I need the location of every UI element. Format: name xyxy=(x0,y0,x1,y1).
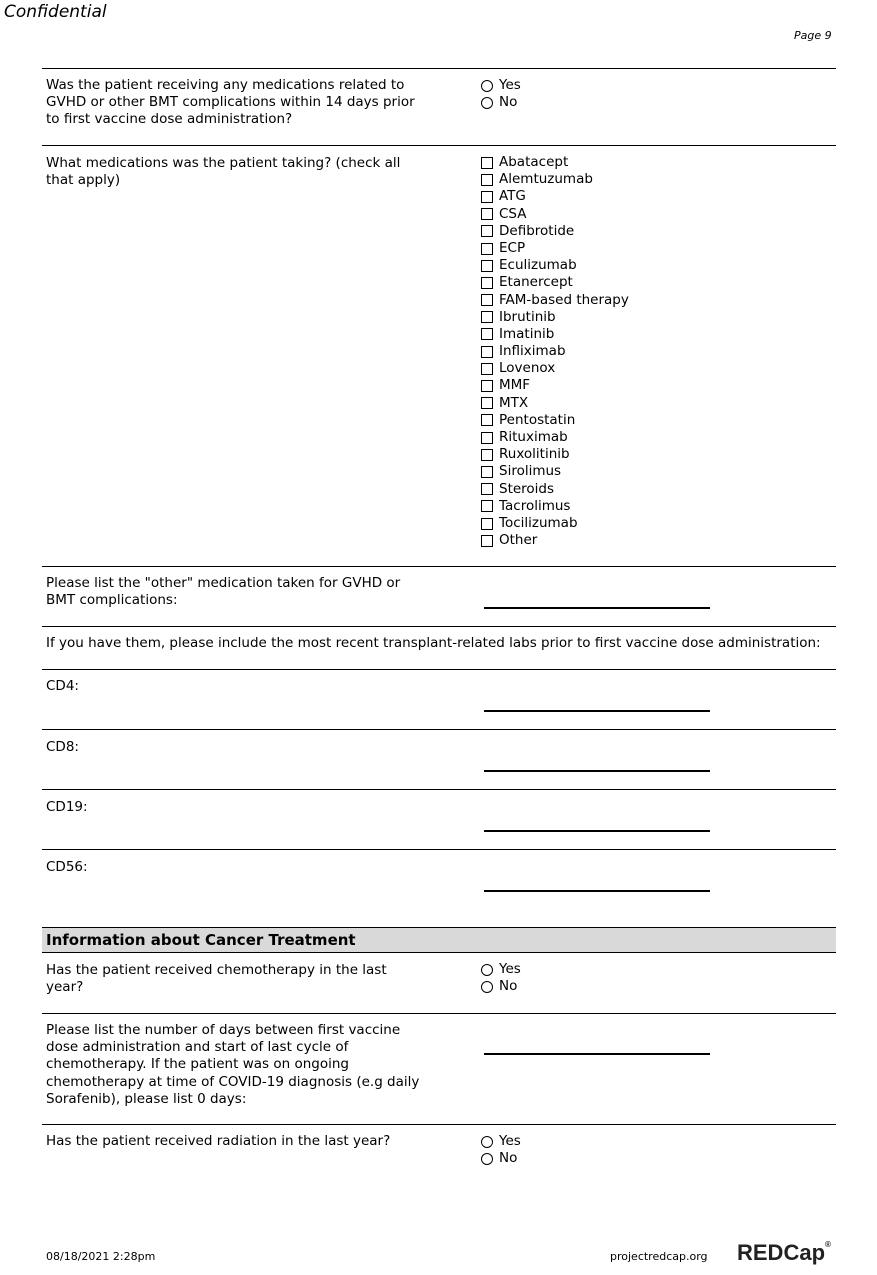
option-label: No xyxy=(499,94,518,111)
radio-yes[interactable] xyxy=(481,1133,521,1150)
lab-cd4-label: CD4: xyxy=(46,678,79,694)
option-label: No xyxy=(499,978,518,995)
radio-icon[interactable] xyxy=(481,981,493,993)
radio-icon[interactable] xyxy=(481,97,493,109)
option-label: Alemtuzumab xyxy=(499,171,593,188)
checkbox-option[interactable] xyxy=(481,206,629,223)
checkbox-option[interactable] xyxy=(481,446,629,463)
checkbox-option[interactable] xyxy=(481,515,629,532)
confidential-label: Confidential xyxy=(4,2,107,22)
radio-no[interactable] xyxy=(481,978,521,995)
option-label: ECP xyxy=(499,239,526,256)
other-med-input[interactable] xyxy=(484,607,710,609)
checkbox-icon[interactable] xyxy=(481,363,493,375)
option-label: MTX xyxy=(499,394,529,411)
lab-cd56-input[interactable] xyxy=(484,890,710,892)
checkbox-icon[interactable] xyxy=(481,243,493,255)
radio-icon[interactable] xyxy=(481,1136,493,1148)
divider xyxy=(42,1124,836,1125)
checkbox-option[interactable] xyxy=(481,412,629,429)
divider xyxy=(42,1013,836,1014)
checkbox-option[interactable] xyxy=(481,343,629,360)
footer-timestamp: 08/18/2021 2:28pm xyxy=(46,1250,156,1263)
checkbox-icon[interactable] xyxy=(481,380,493,392)
question-which-meds-label: What medications was the patient taking? (check all that apply) xyxy=(46,155,401,189)
option-label: Steroids xyxy=(499,480,555,497)
redcap-logo xyxy=(737,1240,831,1266)
checkbox-option[interactable] xyxy=(481,274,629,291)
checkbox-icon[interactable] xyxy=(481,500,493,512)
lab-cd19-input[interactable] xyxy=(484,830,710,832)
checkbox-icon[interactable] xyxy=(481,191,493,203)
divider xyxy=(42,669,836,670)
question-meds-label: Was the patient receiving any medications related to GVHD or other BMT complications within 14 days prior to first vaccine dose administration? xyxy=(46,77,415,128)
lab-cd4-input[interactable] xyxy=(484,710,710,712)
checkbox-option[interactable] xyxy=(481,171,629,188)
divider xyxy=(42,729,836,730)
divider xyxy=(42,145,836,146)
checkbox-option[interactable] xyxy=(481,377,629,394)
divider xyxy=(42,68,836,69)
checkbox-icon[interactable] xyxy=(481,518,493,530)
checkbox-icon[interactable] xyxy=(481,346,493,358)
option-label: Tacrolimus xyxy=(499,497,571,514)
checkbox-icon[interactable] xyxy=(481,483,493,495)
option-label: Eculizumab xyxy=(499,257,577,274)
lab-cd56-label: CD56: xyxy=(46,859,88,875)
section-header-cancer xyxy=(42,927,836,953)
option-label: MMF xyxy=(499,377,531,394)
checkbox-option[interactable] xyxy=(481,154,629,171)
checkbox-option[interactable] xyxy=(481,463,629,480)
checkbox-icon[interactable] xyxy=(481,208,493,220)
divider xyxy=(42,789,836,790)
checkbox-option[interactable] xyxy=(481,309,629,326)
checkbox-option[interactable] xyxy=(481,532,629,549)
checkbox-option[interactable] xyxy=(481,326,629,343)
divider xyxy=(42,849,836,850)
question-other-med-label: Please list the "other" medication taken for GVHD or BMT complications: xyxy=(46,575,401,609)
checkbox-icon[interactable] xyxy=(481,466,493,478)
checkbox-icon[interactable] xyxy=(481,311,493,323)
checkbox-icon[interactable] xyxy=(481,294,493,306)
lab-cd8-input[interactable] xyxy=(484,770,710,772)
option-label: Imatinib xyxy=(499,325,555,342)
option-label: CSA xyxy=(499,205,527,222)
page-number: Page 9 xyxy=(794,29,832,42)
radio-yes[interactable] xyxy=(481,961,521,978)
checkbox-option[interactable] xyxy=(481,498,629,515)
option-label: Etanercept xyxy=(499,274,573,291)
checkbox-icon[interactable] xyxy=(481,414,493,426)
lab-cd8-label: CD8: xyxy=(46,739,79,755)
checkbox-icon[interactable] xyxy=(481,432,493,444)
footer-site-link[interactable]: projectredcap.org xyxy=(610,1250,708,1263)
option-label: Defibrotide xyxy=(499,222,575,239)
option-label: Ruxolitinib xyxy=(499,446,570,463)
chemo-days-input[interactable] xyxy=(484,1053,710,1055)
option-label: Other xyxy=(499,532,538,549)
checkbox-icon[interactable] xyxy=(481,397,493,409)
option-label: Tocilizumab xyxy=(499,514,578,531)
question-meds-options xyxy=(481,77,521,111)
checkbox-icon[interactable] xyxy=(481,277,493,289)
option-label: Lovenox xyxy=(499,360,556,377)
checkbox-icon[interactable] xyxy=(481,328,493,340)
checkbox-option[interactable] xyxy=(481,360,629,377)
registered-mark: ® xyxy=(825,1240,831,1249)
section-title: Information about Cancer Treatment xyxy=(46,931,356,949)
option-label: Pentostatin xyxy=(499,411,576,428)
checkbox-option[interactable] xyxy=(481,481,629,498)
radio-no[interactable] xyxy=(481,1150,521,1167)
checkbox-option[interactable] xyxy=(481,292,629,309)
option-label: Rituximab xyxy=(499,429,568,445)
question-radiation-options xyxy=(481,1133,521,1167)
radio-yes[interactable] xyxy=(481,77,521,94)
question-chemo-days-label: Please list the number of days between first vaccine dose administration and start of last cycle of chemotherapy. If the patient was on ongoing chemotherapy at time of COVID-19 diagnosis (e.g daily Sorafenib), please list 0 days: xyxy=(46,1022,420,1107)
divider xyxy=(42,566,836,567)
checkbox-icon[interactable] xyxy=(481,260,493,272)
lab-cd19-label: CD19: xyxy=(46,799,88,815)
medication-checkbox-list xyxy=(481,154,629,549)
checkbox-icon[interactable] xyxy=(481,174,493,186)
checkbox-option[interactable] xyxy=(481,240,629,257)
option-label: Yes xyxy=(499,1133,521,1149)
checkbox-icon[interactable] xyxy=(481,449,493,461)
logo-text: REDCap xyxy=(737,1240,826,1265)
checkbox-option[interactable] xyxy=(481,188,629,205)
option-label: Ibrutinib xyxy=(499,308,556,325)
option-label: Sirolimus xyxy=(499,463,562,480)
option-label: FAM-based therapy xyxy=(499,291,629,308)
divider xyxy=(42,626,836,627)
labs-intro: If you have them, please include the most recent transplant-related labs prior to first vaccine dose administration: xyxy=(46,635,821,651)
question-chemo-options xyxy=(481,961,521,995)
radio-icon[interactable] xyxy=(481,964,493,976)
checkbox-icon[interactable] xyxy=(481,157,493,169)
checkbox-icon[interactable] xyxy=(481,225,493,237)
checkbox-icon[interactable] xyxy=(481,535,493,547)
checkbox-option[interactable] xyxy=(481,257,629,274)
question-radiation-label: Has the patient received radiation in the last year? xyxy=(46,1133,391,1149)
option-label: No xyxy=(499,1150,518,1167)
question-chemo-label: Has the patient received chemotherapy in the last year? xyxy=(46,962,387,996)
radio-icon[interactable] xyxy=(481,1153,493,1165)
option-label: Abatacept xyxy=(499,154,569,170)
checkbox-option[interactable] xyxy=(481,429,629,446)
checkbox-option[interactable] xyxy=(481,395,629,412)
radio-no[interactable] xyxy=(481,94,521,111)
checkbox-option[interactable] xyxy=(481,223,629,240)
option-label: ATG xyxy=(499,188,526,205)
option-label: Infliximab xyxy=(499,343,566,360)
option-label: Yes xyxy=(499,961,521,977)
option-label: Yes xyxy=(499,77,521,93)
radio-icon[interactable] xyxy=(481,80,493,92)
